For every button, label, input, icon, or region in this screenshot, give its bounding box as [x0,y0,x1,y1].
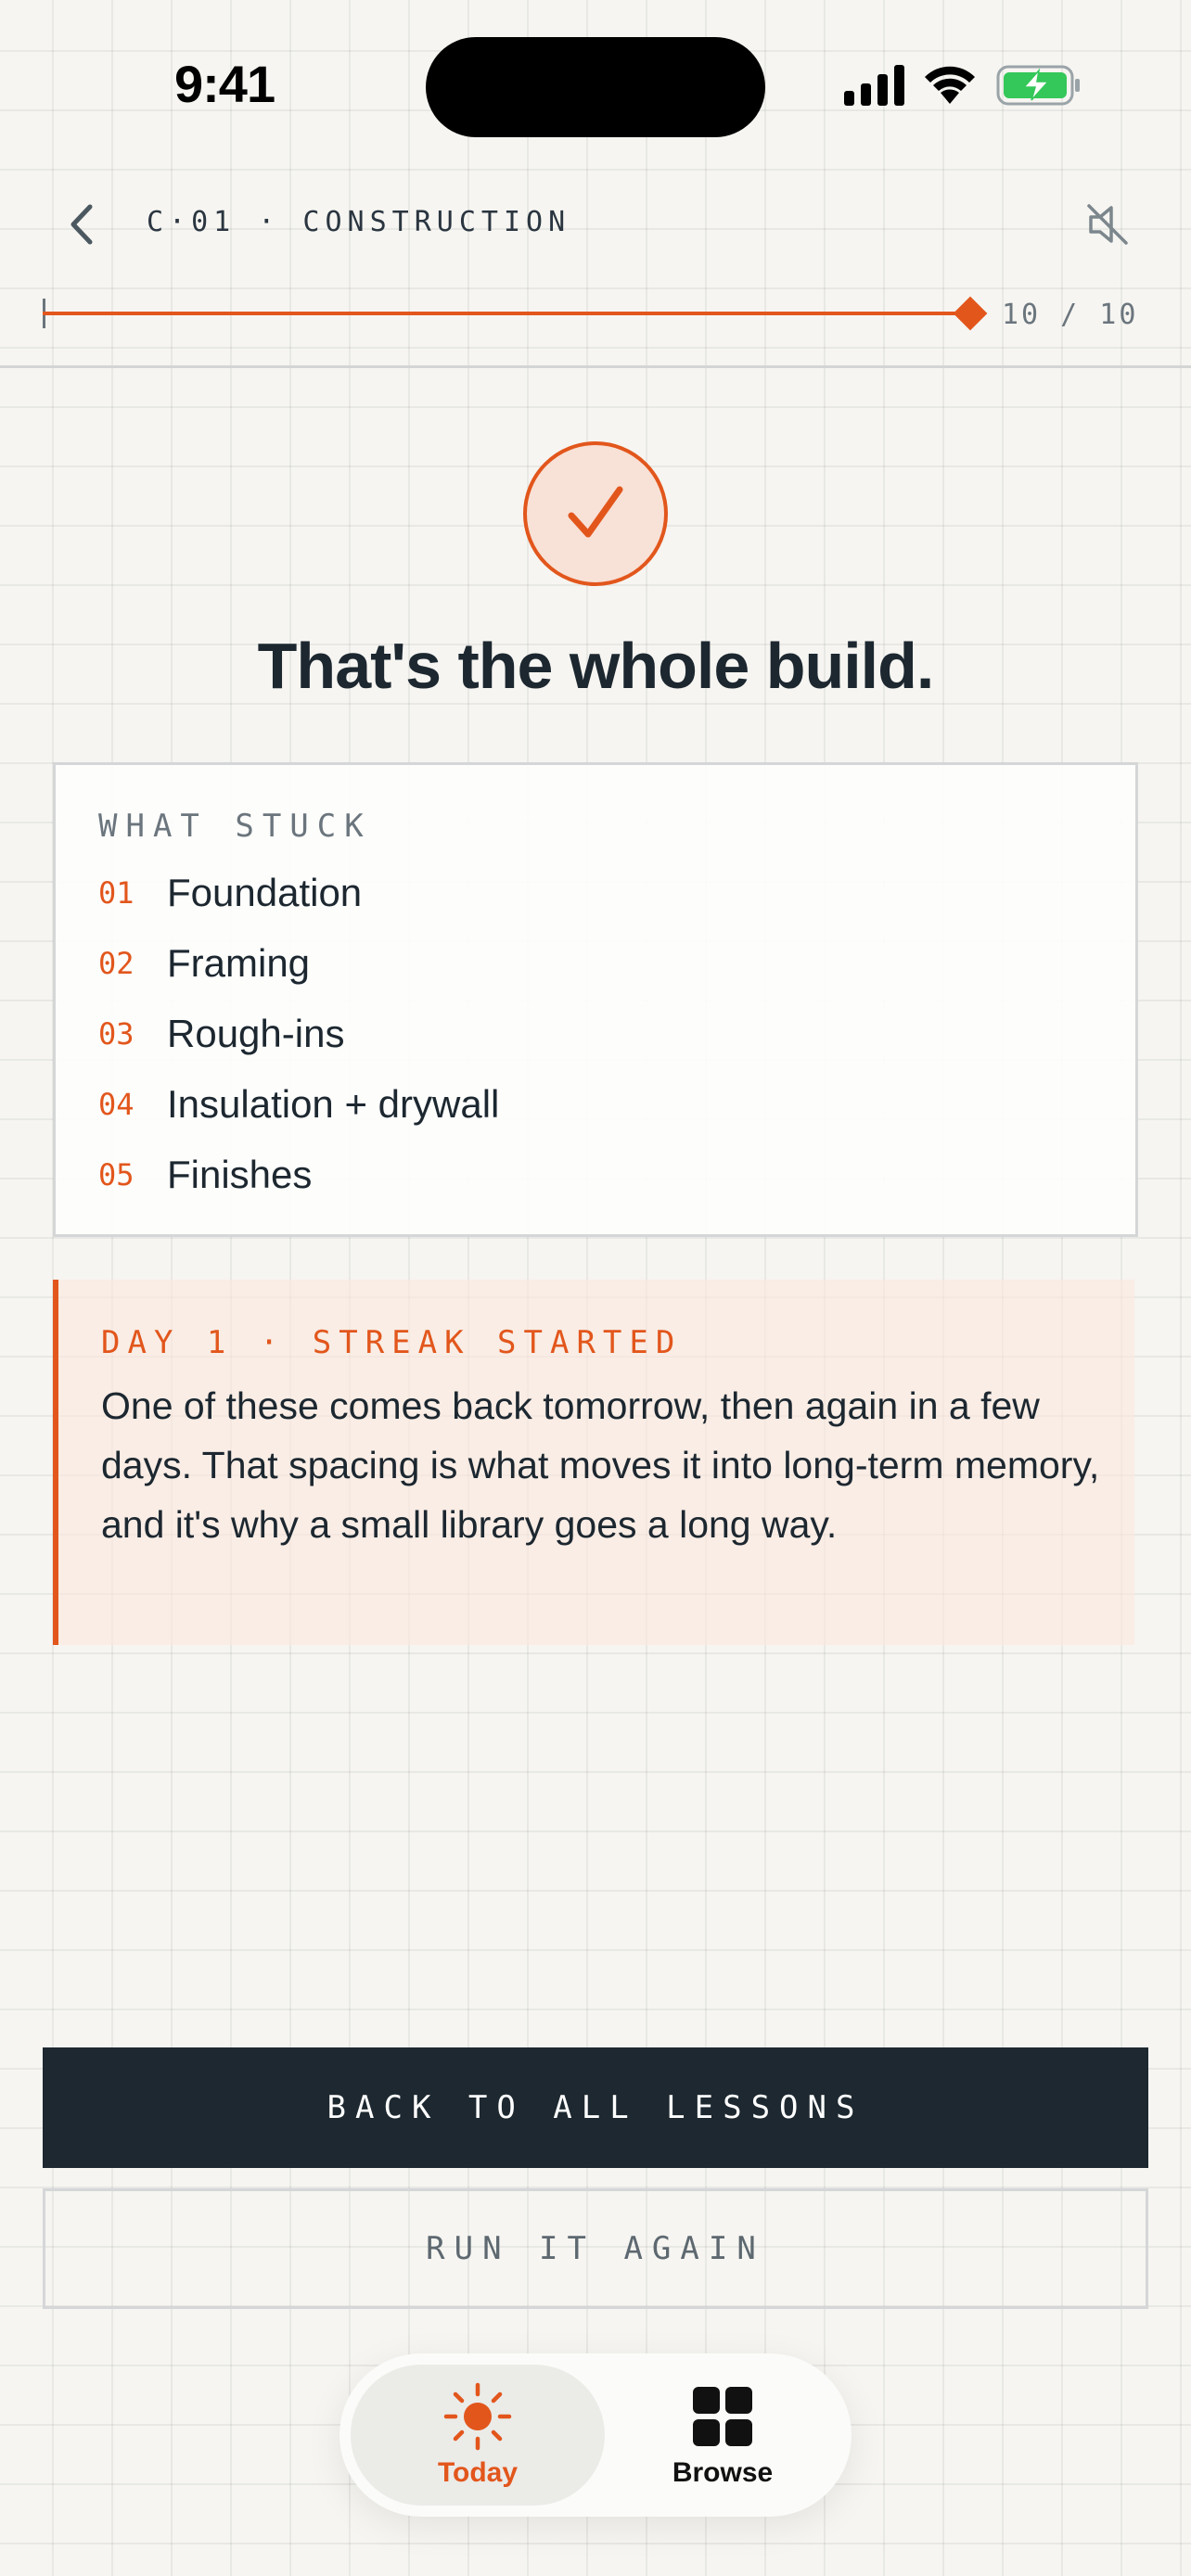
cellular-signal-icon [844,65,905,106]
item-text: Finishes [167,1153,313,1196]
battery-charging-icon [996,65,1082,106]
what-stuck-list [98,858,499,1210]
status-time: 9:41 [174,55,275,113]
streak-callout [53,1280,1134,1645]
list-item [98,928,499,999]
item-number: 03 [98,1016,134,1052]
tab-label: Today [437,2457,519,2488]
what-stuck-card [53,762,1138,1237]
header-divider [0,365,1191,368]
item-number: 04 [98,1087,134,1122]
what-stuck-label: WHAT STUCK [98,808,372,845]
progress-bar [43,312,970,315]
run-it-again-button[interactable]: RUN IT AGAIN [43,2188,1148,2309]
chevron-left-icon [68,203,96,246]
list-item [98,1140,499,1210]
dynamic-island [426,37,765,137]
completion-badge [523,441,668,586]
grid-icon [687,2381,758,2452]
progress-count: 10 / 10 [1002,299,1139,331]
item-number: 05 [98,1157,134,1192]
item-text: Framing [167,941,311,985]
item-text: Insulation + drywall [167,1082,500,1126]
streak-body: One of these comes back tomorrow, then again in a few days. That spacing is what moves it into long-term memory, and it's why a small library goes a long way. [101,1384,1100,1546]
tab-browse[interactable] [605,2365,840,2506]
progress-bar-fill [43,312,970,315]
item-text: Foundation [167,871,363,914]
completion-headline: That's the whole build. [257,630,934,702]
item-number: 02 [98,946,134,981]
tab-label: Browse [672,2457,774,2488]
checkmark-icon [558,477,633,551]
bottom-tab-bar [339,2353,852,2517]
streak-label: DAY 1 · STREAK STARTED [101,1324,683,1361]
list-item [98,858,499,928]
sound-off-icon[interactable] [1082,198,1133,250]
lesson-title: C·01 · CONSTRUCTION [147,206,571,238]
list-item [98,1069,499,1140]
item-number: 01 [98,875,134,911]
back-button[interactable] [61,198,102,250]
tab-today[interactable] [351,2365,605,2506]
progress-marker [954,297,988,331]
item-text: Rough-ins [167,1012,345,1055]
back-to-all-lessons-button[interactable]: BACK TO ALL LESSONS [43,2047,1148,2168]
sun-icon [442,2381,513,2452]
list-item [98,999,499,1069]
wifi-icon [922,61,978,106]
